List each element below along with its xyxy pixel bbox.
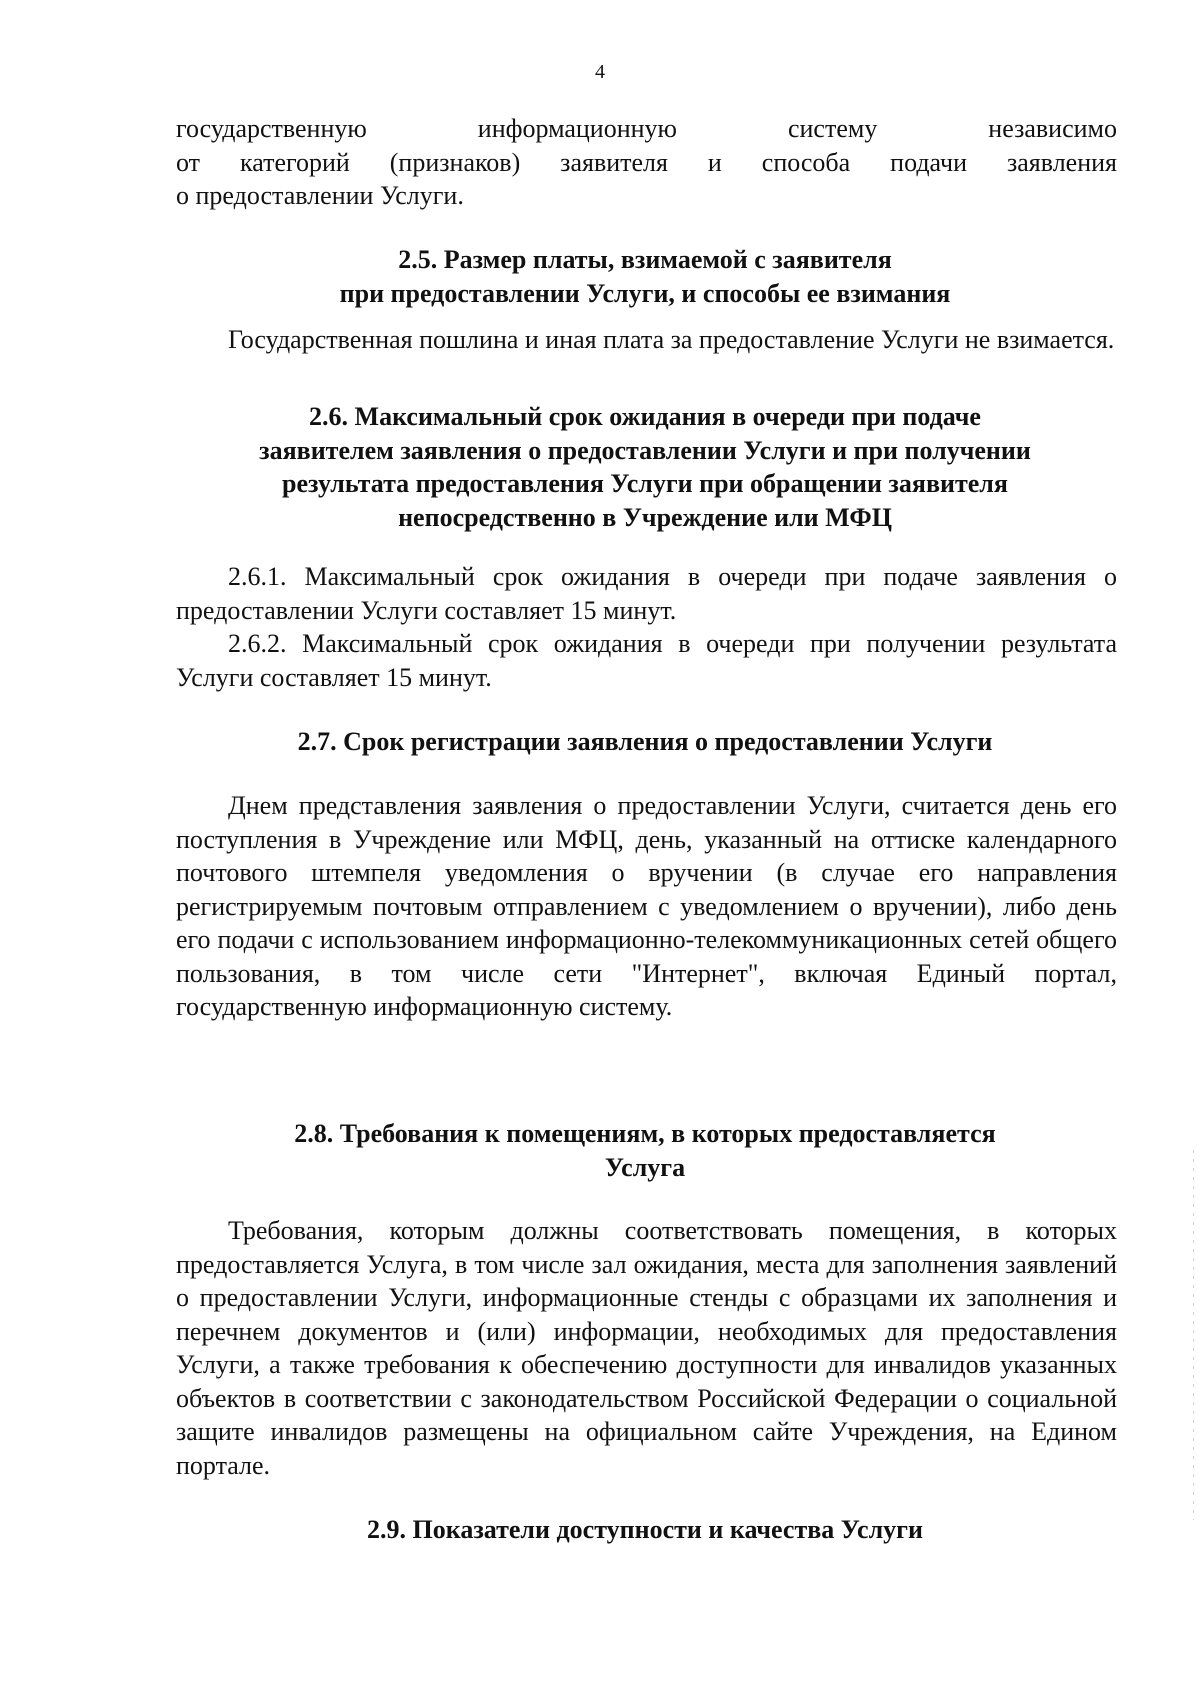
- section-2-8-heading: [150, 1117, 1140, 1184]
- section-2-8-heading-line-2: Услуга: [604, 1152, 686, 1182]
- section-2-7-heading-line: 2.7. Срок регистрации заявления о предоставлении Услуги: [297, 727, 993, 756]
- section-2-7-body: Днем представления заявления о предоставлении Услуги, считается день его поступления в Учреждение или МФЦ, день, указанный на оттиске календарного почтового штемпеля уведомления о вручении (в случае его направления регистрируемым почтовым отправлением с уведомлением о вручении), либо день его подачи с использованием информационно-телекоммуникационных сетей общего пользования, в том числе сети "Интернет", включая Единый портал, государственную информационную систему.: [176, 791, 1117, 1021]
- section-2-6-paragraph-2: 2.6.2. Максимальный срок ожидания в очереди при получении результата Услуги составляет 15 минут.: [176, 629, 1117, 692]
- section-2-6-heading-line-3: результата предоставления Услуги при обращении заявителя: [282, 469, 1008, 498]
- intro-paragraph: [176, 112, 1117, 213]
- intro-line-1: государственную информационную систему независимо: [176, 114, 1117, 143]
- section-2-6-heading-line-2: заявителем заявления о предоставлении Услуги и при получении: [259, 435, 1031, 465]
- section-2-5-heading: [150, 243, 1140, 310]
- intro-line-3: о предоставлении Услуги.: [176, 181, 464, 210]
- section-2-6-heading: [150, 400, 1140, 534]
- section-2-5-body: Государственная пошлина и иная плата за предоставление Услуги не взимается.: [228, 325, 1115, 354]
- page-number: 4: [595, 61, 605, 83]
- section-2-8-body: Требования, которым должны соответствовать помещения, в которых предоставляется Услуга, в том числе зал ожидания, места для заполнения заявлений о предоставлении Услуги, информационные стенды с образцами их заполнения и перечнем документов и (или) информации, необходимых для предоставления Услуги, а также требования к обеспечению доступности для инвалидов указанных объектов в соответствии с законодательством Российской Федерации о социальной защите инвалидов размещены на официальном сайте Учреждения, на Едином портале.: [176, 1216, 1117, 1480]
- section-2-6-heading-line-1: 2.6. Максимальный срок ожидания в очереди при подаче: [309, 402, 981, 431]
- section-2-5-heading-line-2: при предоставлении Услуги, и способы ее взимания: [339, 278, 951, 308]
- section-2-7-heading: [150, 725, 1140, 759]
- section-2-6-paragraph-1: 2.6.1. Максимальный срок ожидания в очереди при подаче заявления о предоставлении Услуги составляет 15 минут.: [176, 562, 1117, 625]
- section-2-9-heading-line: 2.9. Показатели доступности и качества Услуги: [367, 1515, 923, 1544]
- section-2-9-heading: [150, 1513, 1140, 1547]
- section-2-8-heading-line-1: 2.8. Требования к помещениям, в которых предоставляется: [294, 1119, 996, 1148]
- section-2-6-heading-line-4: непосредственно в Учреждение или МФЦ: [398, 502, 892, 532]
- section-2-5-heading-line-1: 2.5. Размер платы, взимаемой с заявителя: [398, 245, 892, 274]
- scan-edge-mark: [1193, 1150, 1194, 1520]
- intro-line-2: от категорий (признаков) заявителя и способа подачи заявления: [176, 147, 1117, 177]
